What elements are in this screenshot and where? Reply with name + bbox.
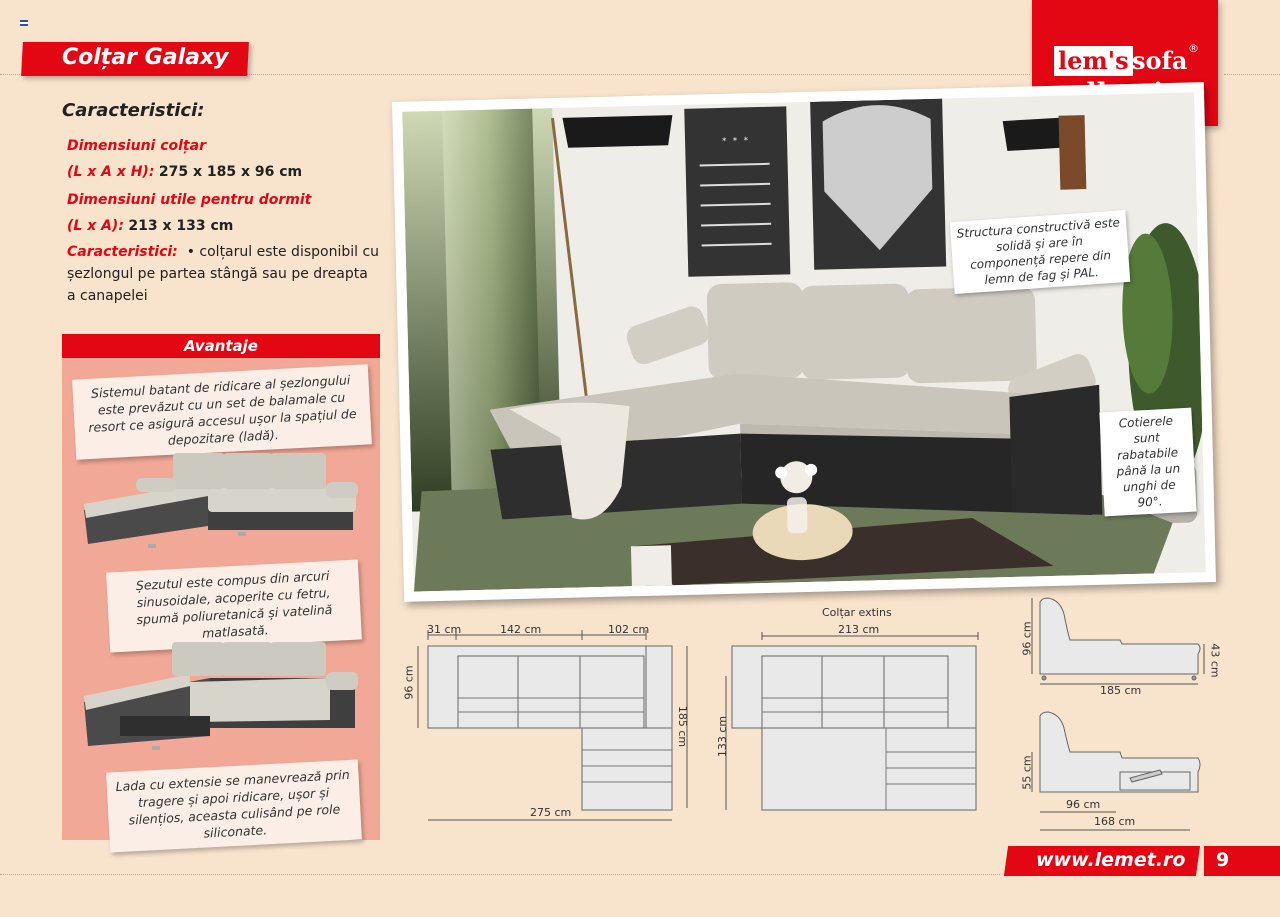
spec-text: • colțarul este disponibil cu bbox=[186, 244, 380, 260]
dim-102: 102 cm bbox=[608, 623, 650, 636]
dim-side-185: 185 cm bbox=[1100, 684, 1142, 697]
spec-label: Caracteristici: bbox=[67, 244, 178, 260]
dim-213: 213 cm bbox=[838, 623, 880, 636]
logo-lems: lem's bbox=[1054, 46, 1133, 76]
spec-dim-2 bbox=[67, 216, 233, 236]
spec-label: Dimensiuni colțar bbox=[67, 138, 206, 154]
extended-diagram bbox=[706, 630, 996, 820]
callout-structure: Structura constructivă este solidă și are în componență repere din lemn de fag și PAL. bbox=[950, 210, 1131, 294]
spec-label: Dimensiuni utile pentru dormit bbox=[67, 192, 312, 208]
flag-icon bbox=[20, 20, 28, 26]
spec-value: 275 x 185 x 96 cm bbox=[158, 164, 303, 180]
dim-side-43: 43 cm bbox=[1208, 643, 1222, 678]
dim-side-168: 168 cm bbox=[1094, 815, 1136, 828]
plan-diagram bbox=[396, 620, 706, 830]
dim-96: 96 cm bbox=[402, 665, 416, 700]
page-number: 9 bbox=[1216, 849, 1230, 871]
website-link[interactable]: www.lemet.ro bbox=[1036, 849, 1186, 871]
product-photo-frame bbox=[392, 82, 1216, 602]
dim-extended-title: Colțar extins bbox=[822, 606, 892, 619]
callout-armrest: Cotierele sunt rabatabile până la un unghi de 90°. bbox=[1099, 408, 1196, 517]
spec-value: 213 x 133 cm bbox=[128, 218, 234, 234]
dim-31: 31 cm bbox=[427, 623, 462, 636]
sofa-illustration-2 bbox=[80, 638, 370, 758]
top-rule-right bbox=[1224, 74, 1280, 75]
dim-side-96: 96 cm bbox=[1020, 621, 1034, 656]
dim-142: 142 cm bbox=[500, 623, 542, 636]
specs-heading: Caracteristici: bbox=[62, 100, 205, 121]
spec-dim-1 bbox=[67, 162, 302, 182]
spec-dim-label-1 bbox=[67, 136, 206, 156]
product-photo bbox=[402, 92, 1205, 591]
bottom-rule bbox=[0, 874, 1000, 875]
dim-side-96b: 96 cm bbox=[1066, 798, 1101, 811]
room-scene bbox=[402, 92, 1205, 591]
spec-features-line-3: a canapelei bbox=[67, 288, 148, 304]
advantage-note-2: Șezutul este compus din arcuri sinusoidale, acoperite cu fetru, spumă poliuretanică și vatelină matlasată. bbox=[106, 559, 362, 652]
page-title: Colțar Galaxy bbox=[62, 45, 229, 70]
dim-275: 275 cm bbox=[530, 806, 572, 819]
spec-label: (L x A): bbox=[67, 218, 124, 234]
spec-dim-label-2 bbox=[67, 190, 311, 210]
dim-side-55: 55 cm bbox=[1020, 755, 1034, 790]
advantage-note-3: Lada cu extensie se manevrează prin tragere și apoi ridicare, ușor și silențios, aceasta culisând pe role siliconate. bbox=[106, 759, 362, 852]
spec-features bbox=[67, 242, 379, 262]
spec-label: (L x A x H): bbox=[67, 164, 155, 180]
dim-185: 185 cm bbox=[676, 705, 690, 748]
dim-133: 133 cm bbox=[716, 715, 730, 758]
advantages-header: Avantaje bbox=[62, 334, 380, 358]
logo-registered: ® bbox=[1188, 42, 1199, 55]
sofa-illustration-1 bbox=[78, 448, 368, 560]
svg-text:* * *: * * * bbox=[721, 136, 749, 147]
advantage-note-1: Sistemul batant de ridicare al șezlongului este prevăzut cu un set de balamale cu resort ce asigură accesul ușor la spațiul de depozitare (ladă). bbox=[72, 364, 372, 459]
spec-features-line-2: șezlongul pe partea stângă sau pe dreapta bbox=[67, 266, 368, 282]
logo-sofa: sofa bbox=[1132, 46, 1188, 75]
